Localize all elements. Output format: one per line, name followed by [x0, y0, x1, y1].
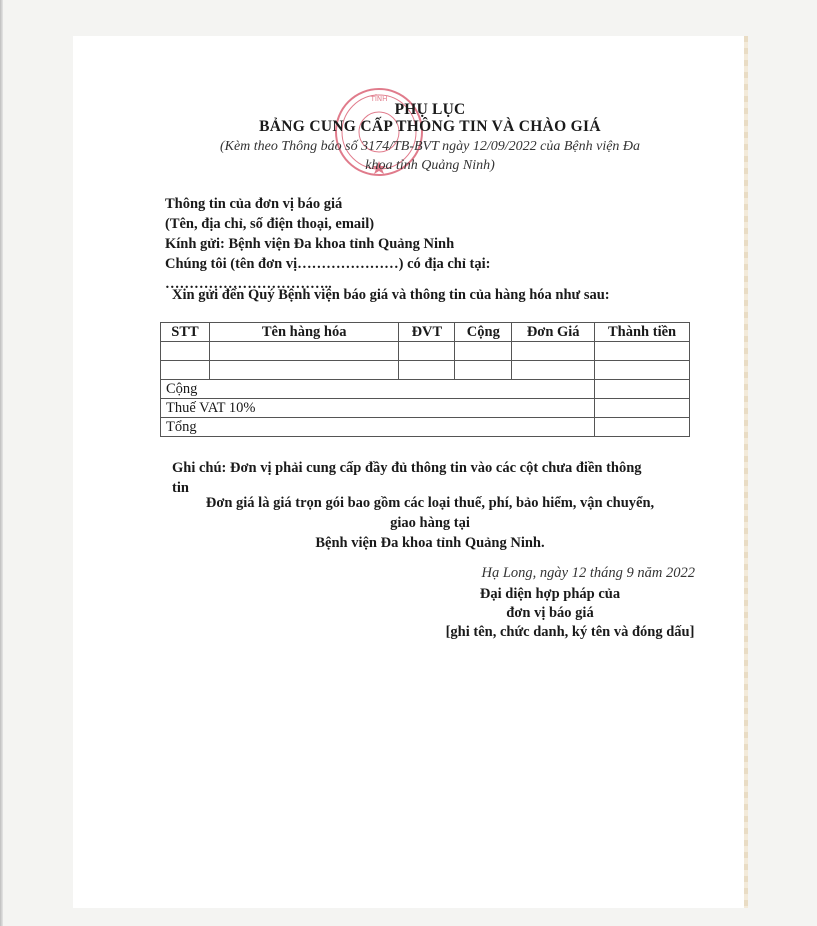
column-header-unit: ĐVT [399, 323, 455, 342]
table-cell [455, 361, 512, 380]
goods-table [160, 322, 690, 437]
signature-instruction: [ghi tên, chức danh, ký tên và đóng dấu] [445, 624, 695, 640]
request-text: Xin gửi đến Quý Bệnh viện báo giá và thông tin của hàng hóa như sau: [172, 287, 610, 303]
note [172, 458, 692, 498]
column-header-stt: STT [161, 323, 210, 342]
column-header-amount: Thành tiền [595, 323, 690, 342]
table-cell [399, 361, 455, 380]
table-row [161, 342, 690, 361]
vendor-info-fields: (Tên, địa chỉ, số điện thoại, email) [165, 216, 375, 232]
table-cell [595, 361, 690, 380]
note-line-1: Ghi chú: Đơn vị phải cung cấp đầy đủ thông tin vào các cột chưa điền thông [172, 460, 642, 476]
reference-line-2: khoa tỉnh Quảng Ninh) [365, 158, 495, 173]
signature-block [400, 585, 700, 642]
price-note-line-1: Đơn giá là giá trọn gói bao gồm các loại thuế, phí, bảo hiểm, vận chuyển, [205, 495, 655, 511]
reference-line-1: (Kèm theo Thông báo số 3174/TB-BVT ngày 12/09/2022 của Bệnh viện Đa [219, 139, 641, 154]
summary-label: Thuế VAT 10% [161, 399, 595, 418]
table-cell [399, 342, 455, 361]
table-header-row [161, 323, 690, 342]
table-cell [455, 342, 512, 361]
table-row [161, 361, 690, 380]
summary-label: Tổng [161, 418, 595, 437]
summary-label: Cộng [161, 380, 595, 399]
table-cell [209, 361, 398, 380]
document-subtitle: BẢNG CUNG CẤP THÔNG TIN VÀ CHÀO GIÁ [259, 118, 601, 135]
table-cell [209, 342, 398, 361]
table-cell [161, 342, 210, 361]
summary-row-subtotal [161, 380, 690, 399]
vendor-name-line: Chúng tôi (tên đơn vị…………………) có địa chỉ tại: [165, 256, 491, 272]
summary-value [595, 380, 690, 399]
table-cell [512, 361, 595, 380]
column-header-unit-price: Đơn Giá [512, 323, 595, 342]
price-note-line-3: Bệnh viện Đa khoa tỉnh Quảng Ninh. [315, 535, 545, 551]
summary-row-total [161, 418, 690, 437]
note-line-2: tin [172, 480, 189, 496]
table-cell [512, 342, 595, 361]
signature-line-2: đơn vị báo giá [506, 605, 594, 621]
vendor-info [165, 194, 665, 294]
vendor-address-line: …………………………….. [165, 276, 332, 292]
column-header-quantity: Cộng [455, 323, 512, 342]
summary-value [595, 399, 690, 418]
document-title: PHỤ LỤC [394, 101, 466, 118]
summary-row-vat [161, 399, 690, 418]
summary-value [595, 418, 690, 437]
reference-note [160, 137, 700, 175]
column-header-item-name: Tên hàng hóa [209, 323, 398, 342]
table-cell [595, 342, 690, 361]
vendor-info-heading: Thông tin của đơn vị báo giá [165, 196, 343, 212]
price-note [160, 493, 700, 553]
table-cell [161, 361, 210, 380]
addressee: Kính gửi: Bệnh viện Đa khoa tỉnh Quảng Ninh [165, 236, 455, 252]
svg-text:TỈNH: TỈNH [370, 95, 388, 103]
place-date: Hạ Long, ngày 12 tháng 9 năm 2022 [481, 565, 695, 581]
signature-line-1: Đại diện hợp pháp của [479, 586, 621, 602]
price-note-line-2: giao hàng tại [390, 515, 470, 531]
